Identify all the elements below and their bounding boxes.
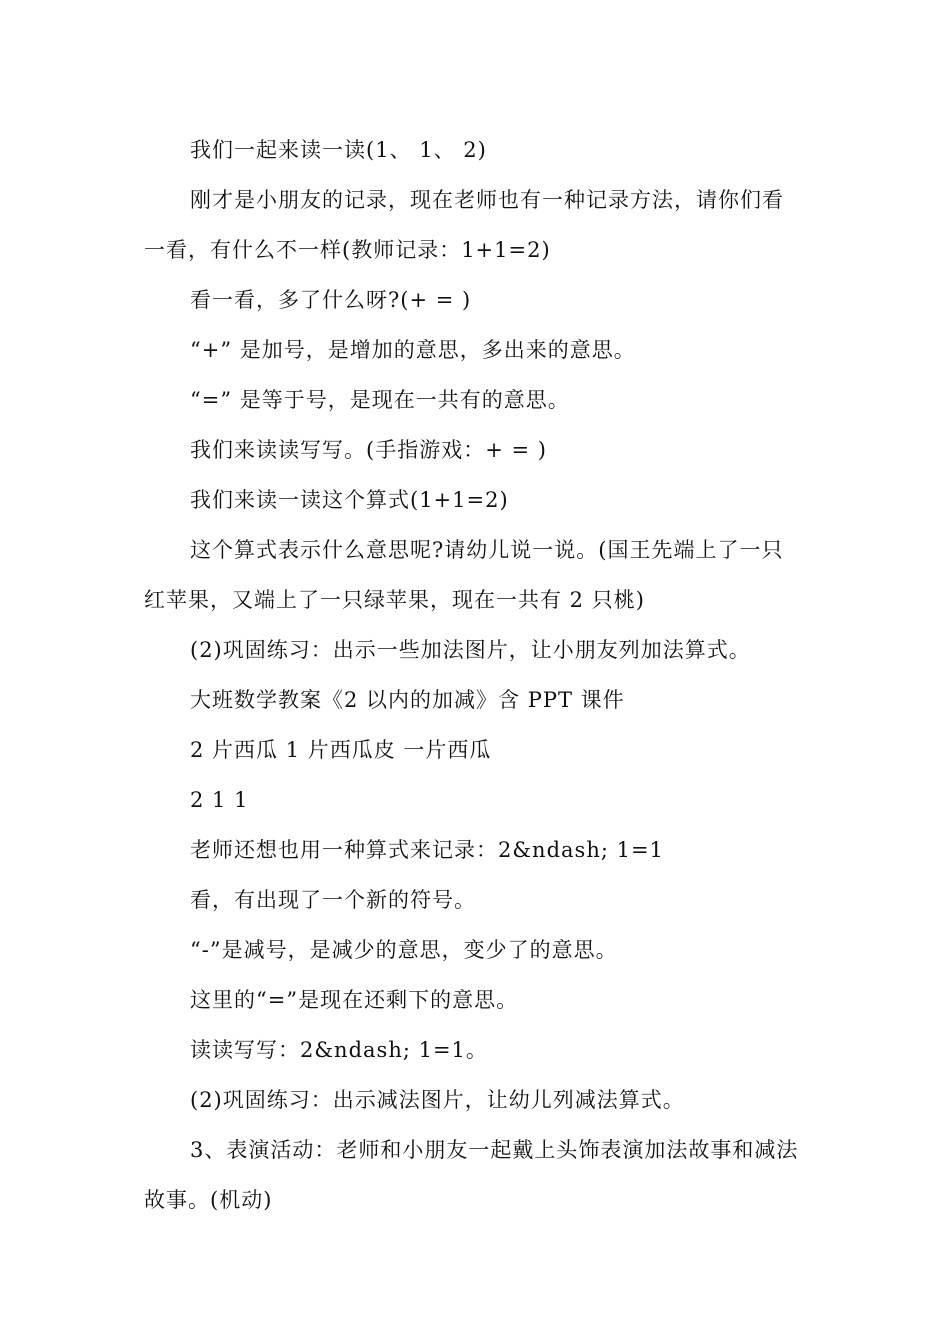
paragraph-line: 老师还想也用一种算式来记录：2&ndash; 1=1: [190, 838, 664, 862]
paragraph-line: 2 片西瓜 1 片西瓜皮 一片西瓜: [190, 738, 492, 762]
paragraph-line: 3、表演活动：老师和小朋友一起戴上头饰表演加法故事和减法: [190, 1138, 799, 1162]
paragraph-line: 故事。(机动): [144, 1188, 273, 1212]
paragraph-line: “=” 是等于号，是现在一共有的意思。: [190, 388, 570, 412]
paragraph-line: 读读写写：2&ndash; 1=1。: [190, 1038, 488, 1062]
paragraph-line: 看，有出现了一个新的符号。: [190, 888, 476, 912]
paragraph-line: 2 1 1: [190, 788, 249, 812]
paragraph-line: 我们来读一读这个算式(1+1=2): [190, 488, 509, 512]
paragraph-line: “+” 是加号，是增加的意思，多出来的意思。: [190, 338, 636, 362]
paragraph-line: (2)巩固练习：出示一些加法图片，让小朋友列加法算式。: [190, 638, 751, 662]
paragraph-line: 刚才是小朋友的记录，现在老师也有一种记录方法，请你们看: [190, 188, 784, 212]
paragraph-line: 看一看，多了什么呀?(+ = ): [190, 288, 472, 312]
paragraph-line: 这里的“=”是现在还剩下的意思。: [190, 988, 519, 1012]
paragraph-line: 一看，有什么不一样(教师记录：1+1=2): [144, 238, 551, 262]
paragraph-line: (2)巩固练习：出示减法图片，让幼儿列减法算式。: [190, 1088, 685, 1112]
paragraph-line: “-”是减号，是减少的意思，变少了的意思。: [190, 938, 618, 962]
paragraph-line: 这个算式表示什么意思呢?请幼儿说一说。(国王先端上了一只: [190, 538, 784, 562]
paragraph-line: 红苹果，又端上了一只绿苹果，现在一共有 2 只桃): [144, 588, 645, 612]
paragraph-line: 我们来读读写写。(手指游戏：+ = ): [190, 438, 547, 462]
paragraph-line: 我们一起来读一读(1、 1、 2): [190, 138, 487, 162]
paragraph-line: 大班数学教案《2 以内的加减》含 PPT 课件: [190, 688, 625, 712]
